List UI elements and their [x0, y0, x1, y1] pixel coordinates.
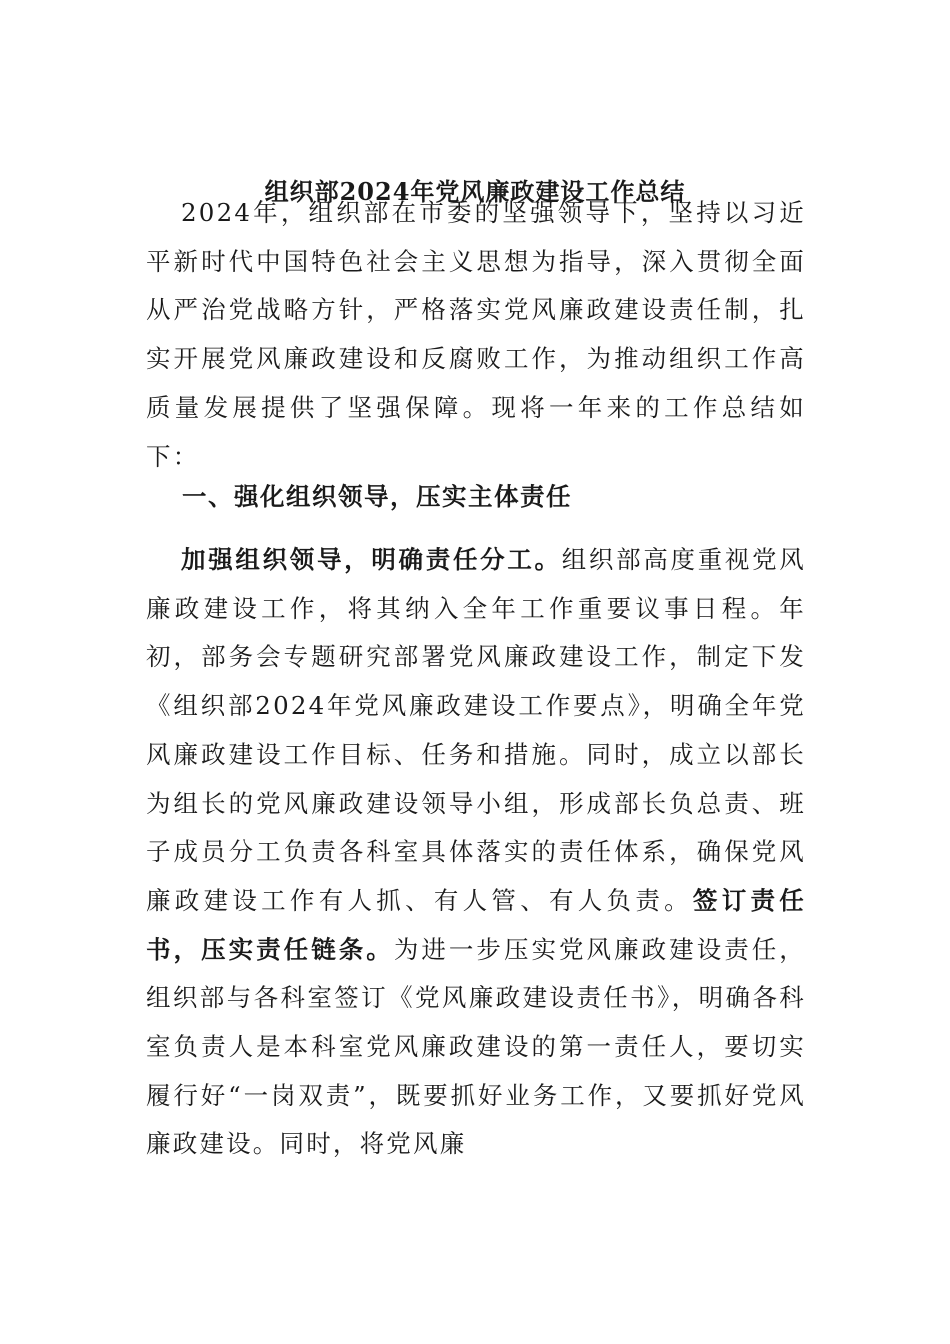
lead-phrase-1: 加强组织领导，明确责任分工。 [181, 545, 562, 574]
intro-paragraph: 2024年，组织部在市委的坚强领导下，坚持以习近平新时代中国特色社会主义思想为指导，深入贯彻全面从严治党战略方针，严格落实党风廉政建设责任制，扎实开展党风廉政建设和反腐败工作，为推动组织工作高质量发展提供了坚强保障。现将一年来的工作总结如下： [146, 198, 806, 471]
section-1-paragraph [146, 536, 806, 1169]
paragraph-text-1: 组织部高度重视党风廉政建设工作，将其纳入全年工作重要议事日程。年初，部务会专题研究部署党风廉政建设工作，制定下发《组织部2024年党风廉政建设工作要点》，明确全年党风廉政建设工作目标、任务和措施。同时，成立以部长为组长的党风廉政建设领导小组，形成部长负总责、班子成员分工负责各科室具体落实的责任体系，确保党风廉政建设工作有人抓、有人管、有人负责。 [146, 545, 806, 915]
paragraph-text-2: 为进一步压实党风廉政建设责任，组织部与各科室签订《党风廉政建设责任书》，明确各科室负责人是本科室党风廉政建设的第一责任人，要切实履行好“一岗双责”，既要抓好业务工作，又要抓好党风廉政建设。同时，将党风廉 [146, 934, 806, 1159]
lead-phrase-2: 签订责任书，压实责任链条。 [146, 885, 806, 964]
document-title: 组织部2024年党风廉政建设工作总结 [264, 177, 686, 207]
section-heading-1: 一、强化组织领导，压实主体责任 [182, 482, 572, 511]
